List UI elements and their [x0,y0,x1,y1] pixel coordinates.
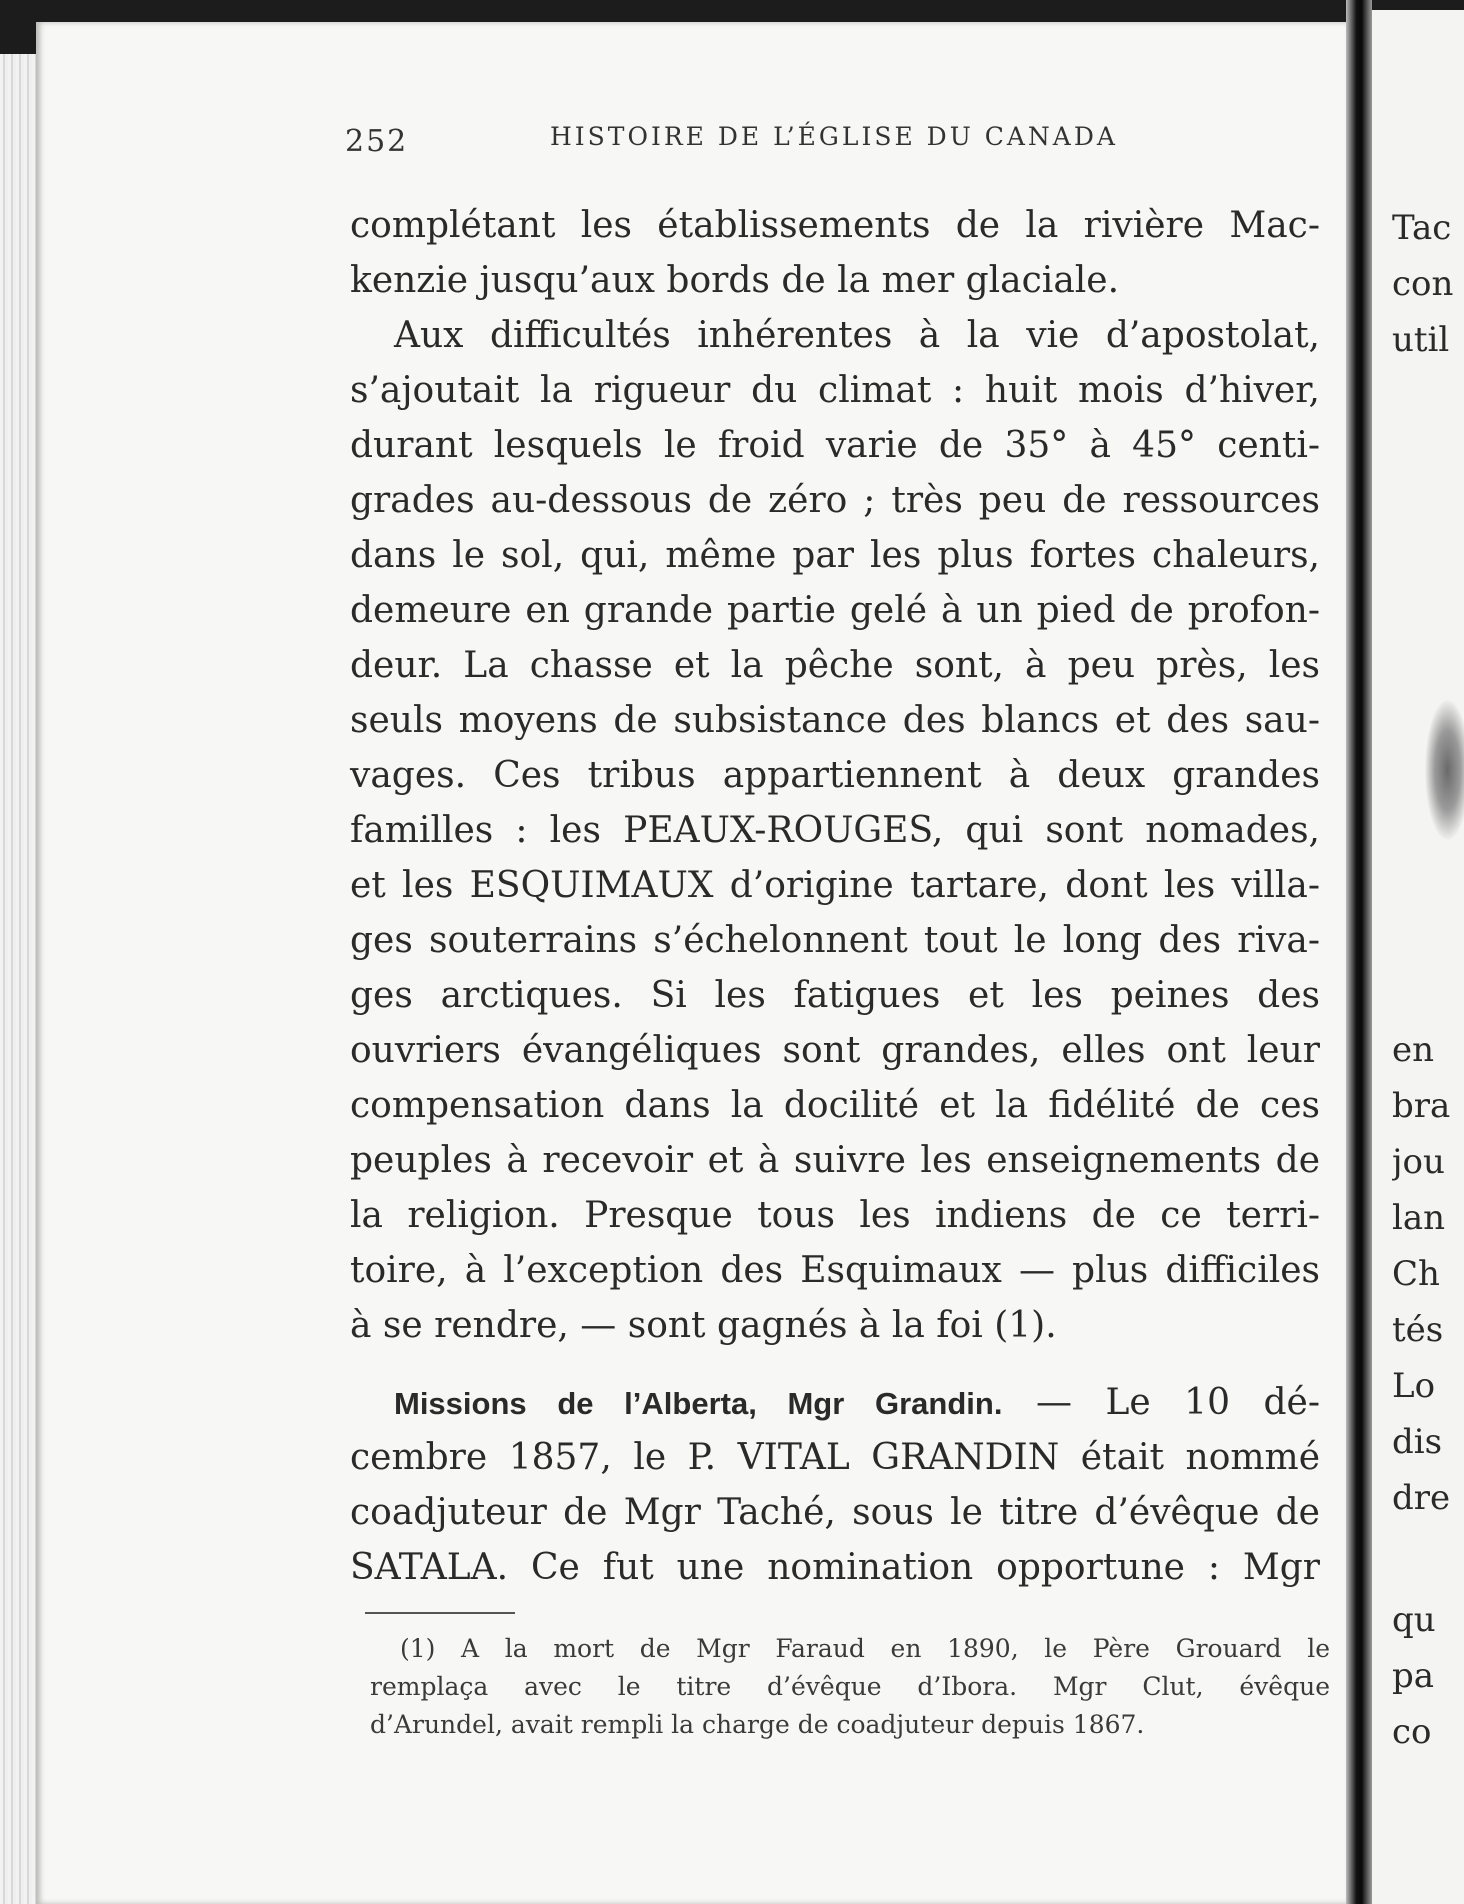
page-header [345,118,1305,162]
right-page-fragment: en [1392,1030,1435,1070]
running-head: HISTOIRE DE L’ÉGLISE DU CANADA [550,122,1118,151]
right-page-fragment: Ch [1392,1254,1440,1294]
text-line: SATALA. Ce fut une nomination opportune : Mgr [350,1547,1320,1588]
section-heading-tail: — Le 10 dé- [1002,1382,1320,1423]
text-line: durant lesquels le froid varie de 35° à 45° centi- [350,425,1320,466]
footnote-rule [365,1612,515,1614]
right-page-fragment: util [1392,320,1450,360]
footnotes [370,1630,1330,1744]
right-page-fragment: dis [1392,1422,1443,1462]
text-line: à se rendre, — sont gagnés à la foi (1). [350,1305,1057,1346]
text-line: ouvriers évangéliques sont grandes, elles ont leur [350,1030,1320,1071]
right-page-fragment: lan [1392,1198,1446,1238]
right-page-fragment: Lo [1392,1366,1436,1406]
text-line: la religion. Presque tous les indiens de ce terri- [350,1195,1320,1236]
text-line: seuls moyens de subsistance des blancs et des sau- [350,700,1320,741]
right-page-fragment: jou [1392,1142,1445,1182]
right-page-fragment: qu [1392,1600,1436,1640]
right-page-fragment: bra [1392,1086,1451,1126]
text-line: kenzie jusqu’aux bords de la mer glaciale. [350,260,1120,301]
text-line: deur. La chasse et la pêche sont, à peu près, les [350,645,1320,686]
section-gap [350,1353,1320,1375]
text-line: complétant les établissements de la rivière Mac- [350,205,1320,246]
text-line: compensation dans la docilité et la fidélité de ces [350,1085,1320,1126]
section-heading: Missions de l’Alberta, Mgr Grandin. [394,1386,1003,1421]
text-line: s’ajoutait la rigueur du climat : huit mois d’hiver, [350,370,1320,411]
page-edges [0,54,40,1904]
right-page-fragment: Tac [1392,208,1452,248]
ink-blot [1425,700,1464,840]
text-line: demeure en grande partie gelé à un pied de profon- [350,590,1320,631]
page-number: 252 [345,124,409,159]
text-line: ges souterrains s’échelonnent tout le long des riva- [350,920,1320,961]
text-line: ges arctiques. Si les fatigues et les peines des [350,975,1320,1016]
right-page-fragment: co [1392,1712,1432,1752]
text-line: cembre 1857, le P. VITAL GRANDIN était nommé [350,1437,1320,1478]
text-line: dans le sol, qui, même par les plus fortes chaleurs, [350,535,1320,576]
right-page-fragment: con [1392,264,1454,304]
text-line: coadjuteur de Mgr Taché, sous le titre d’évêque de [350,1492,1320,1533]
text-line: et les ESQUIMAUX d’origine tartare, dont les villa- [350,865,1320,906]
text-line: vages. Ces tribus appartiennent à deux grandes [350,755,1320,796]
footnote-line: (1) A la mort de Mgr Faraud en 1890, le Père Grouard le [400,1634,1330,1663]
text-line: familles : les PEAUX-ROUGES, qui sont nomades, [350,810,1320,851]
text-line: grades au-dessous de zéro ; très peu de ressources [350,480,1320,521]
text-line: toire, à l’exception des Esquimaux — plus difficiles [350,1250,1320,1291]
text-line: Aux difficultés inhérentes à la vie d’apostolat, [394,315,1320,356]
body-text [350,198,1320,1595]
section-first-line [350,1375,1320,1430]
book-gutter [1346,0,1372,1904]
footnote-line: remplaça avec le titre d’évêque d’Ibora. Mgr Clut, évêque [370,1672,1330,1701]
right-page-fragment: pa [1392,1656,1435,1696]
footnote-line: d’Arundel, avait rempli la charge de coadjuteur depuis 1867. [370,1710,1145,1739]
text-line: peuples à recevoir et à suivre les enseignements de [350,1140,1320,1181]
right-page-fragment: dre [1392,1478,1451,1518]
right-page-fragment: tés [1392,1310,1444,1350]
